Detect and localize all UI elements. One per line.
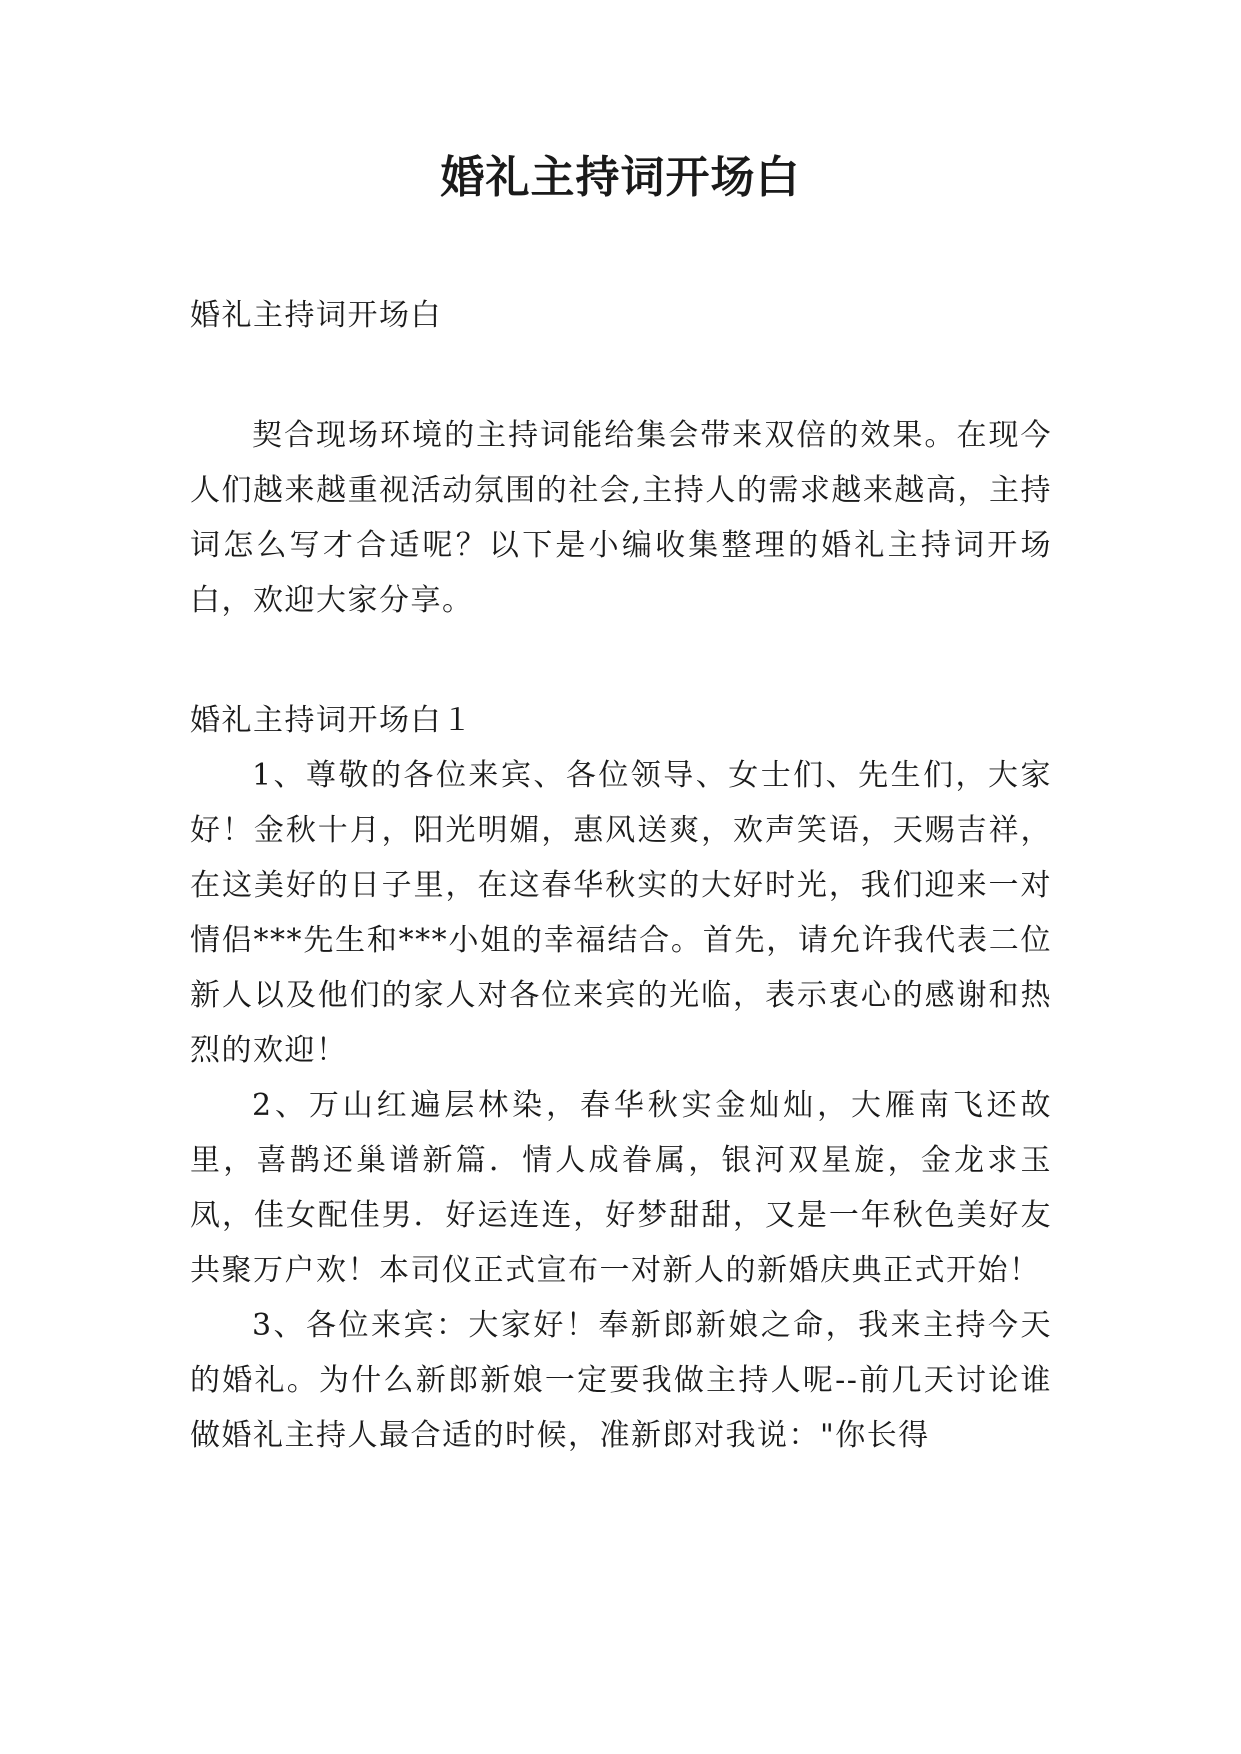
section-heading: 婚礼主持词开场白１ <box>190 703 474 738</box>
document-title: 婚礼主持词开场白 <box>440 152 801 203</box>
intro-paragraph: 契合现场环境的主持词能给集会带来双倍的效果。在现今人们越来越重视活动氛围的社会,主持人的需求越来越高，主持词怎么写才合适呢？以下是小编收集整理的婚礼主持词开场白，欢迎大家分享。 <box>190 418 1052 618</box>
paragraph-3: 3、各位来宾：大家好！奉新郎新娘之命，我来主持今天的婚礼。为什么新郎新娘一定要我做主持人呢--前几天讨论谁做婚礼主持人最合适的时候，准新郎对我说："你长得 <box>190 1308 1052 1453</box>
paragraph-1: 1、尊敬的各位来宾、各位领导、女士们、先生们，大家好！金秋十月，阳光明媚，惠风送爽，欢声笑语，天赐吉祥，在这美好的日子里，在这春华秋实的大好时光，我们迎来一对情侣***先生和***小姐的幸福结合。首先，请允许我代表二位新人以及他们的家人对各位来宾的光临，表示衷心的感谢和热烈的欢迎！ <box>190 758 1052 1068</box>
document-body <box>190 288 1052 1463</box>
paragraph-2: 2、万山红遍层林染，春华秋实金灿灿，大雁南飞还故里，喜鹊还巢谱新篇．情人成眷属，银河双星旋，金龙求玉凤，佳女配佳男．好运连连，好梦甜甜，又是一年秋色美好友共聚万户欢！本司仪正式宣布一对新人的新婚庆典正式开始！ <box>190 1088 1052 1288</box>
document-subtitle: 婚礼主持词开场白 <box>190 298 442 333</box>
